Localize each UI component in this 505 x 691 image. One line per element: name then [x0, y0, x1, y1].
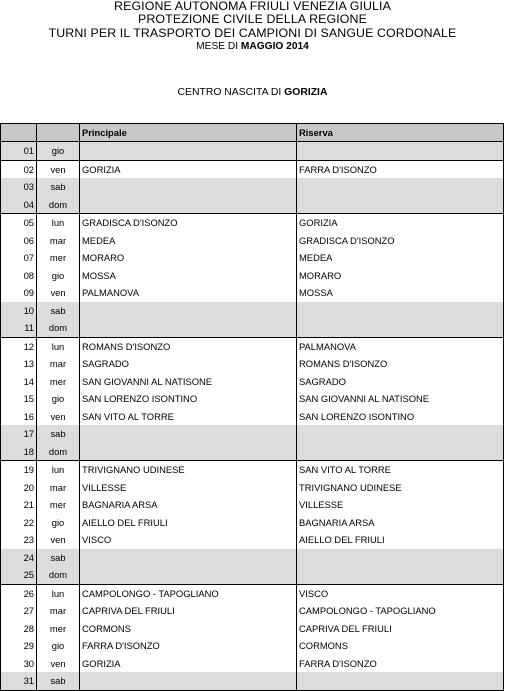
table-header-row: [1, 124, 504, 142]
riserva-cell: MOSSA: [297, 284, 504, 302]
table-row: [1, 566, 504, 584]
col-header-weekday: [37, 124, 80, 142]
principale-cell: [80, 142, 297, 161]
day-number-cell: 31: [1, 672, 37, 690]
principale-cell: [80, 319, 297, 337]
weekday-cell: gio: [37, 390, 80, 408]
table-row: [1, 479, 504, 497]
weekday-cell: gio: [37, 514, 80, 532]
principale-cell: MEDEA: [80, 232, 297, 250]
table-row: [1, 178, 504, 196]
table-row: [1, 355, 504, 373]
day-number-cell: 26: [1, 584, 37, 602]
riserva-cell: AIELLO DEL FRIULI: [297, 531, 504, 549]
principale-cell: TRIVIGNANO UDINESE: [80, 461, 297, 479]
day-number-cell: 01: [1, 142, 37, 161]
weekday-cell: mar: [37, 232, 80, 250]
principale-cell: CORMONS: [80, 620, 297, 638]
principale-cell: BAGNARIA ARSA: [80, 496, 297, 514]
weekday-cell: gio: [37, 637, 80, 655]
weekday-cell: lun: [37, 461, 80, 479]
birth-center-prefix: CENTRO NASCITA DI: [177, 87, 285, 98]
riserva-cell: FARRA D'ISONZO: [297, 160, 504, 178]
document-title: TURNI PER IL TRASPORTO DEI CAMPIONI DI SANGUE CORDONALE: [48, 26, 457, 40]
riserva-cell: PALMANOVA: [297, 337, 504, 355]
day-number-cell: 05: [1, 214, 37, 232]
principale-cell: [80, 549, 297, 567]
riserva-cell: SAN VITO AL TORRE: [297, 461, 504, 479]
weekday-cell: mer: [37, 249, 80, 267]
table-row: [1, 514, 504, 532]
table-row: [1, 319, 504, 337]
weekday-cell: lun: [37, 214, 80, 232]
col-header-principale: Principale: [80, 124, 297, 142]
principale-cell: [80, 672, 297, 690]
day-number-cell: 06: [1, 232, 37, 250]
day-number-cell: 09: [1, 284, 37, 302]
table-row: [1, 602, 504, 620]
schedule-table: [0, 123, 504, 691]
principale-cell: [80, 425, 297, 443]
table-row: [1, 214, 504, 232]
table-row: [1, 655, 504, 673]
col-header-riserva: Riserva: [297, 124, 504, 142]
principale-cell: VISCO: [80, 531, 297, 549]
table-row: [1, 232, 504, 250]
riserva-cell: [297, 549, 504, 567]
principale-cell: PALMANOVA: [80, 284, 297, 302]
day-number-cell: 13: [1, 355, 37, 373]
principale-cell: AIELLO DEL FRIULI: [80, 514, 297, 532]
principale-cell: [80, 196, 297, 214]
riserva-cell: [297, 672, 504, 690]
day-number-cell: 03: [1, 178, 37, 196]
riserva-cell: CORMONS: [297, 637, 504, 655]
riserva-cell: [297, 302, 504, 320]
principale-cell: [80, 566, 297, 584]
principale-cell: GRADISCA D'ISONZO: [80, 214, 297, 232]
weekday-cell: mar: [37, 602, 80, 620]
riserva-cell: [297, 443, 504, 461]
weekday-cell: mer: [37, 496, 80, 514]
weekday-cell: mar: [37, 479, 80, 497]
table-row: [1, 284, 504, 302]
table-row: [1, 337, 504, 355]
day-number-cell: 22: [1, 514, 37, 532]
principale-cell: SAN VITO AL TORRE: [80, 408, 297, 426]
principale-cell: SAN LORENZO ISONTINO: [80, 390, 297, 408]
day-number-cell: 25: [1, 566, 37, 584]
table-row: [1, 531, 504, 549]
riserva-cell: SAN LORENZO ISONTINO: [297, 408, 504, 426]
riserva-cell: CAMPOLONGO - TAPOGLIANO: [297, 602, 504, 620]
riserva-cell: [297, 319, 504, 337]
riserva-cell: ROMANS D'ISONZO: [297, 355, 504, 373]
table-row: [1, 584, 504, 602]
day-number-cell: 16: [1, 408, 37, 426]
principale-cell: [80, 178, 297, 196]
table-row: [1, 408, 504, 426]
day-number-cell: 24: [1, 549, 37, 567]
table-row: [1, 267, 504, 285]
riserva-cell: [297, 142, 504, 161]
day-number-cell: 20: [1, 479, 37, 497]
riserva-cell: GRADISCA D'ISONZO: [297, 232, 504, 250]
principale-cell: GORIZIA: [80, 160, 297, 178]
col-header-day-number: [1, 124, 37, 142]
riserva-cell: [297, 178, 504, 196]
month-line: [0, 41, 505, 53]
table-row: [1, 160, 504, 178]
riserva-cell: VILLESSE: [297, 496, 504, 514]
schedule-rows: [1, 142, 504, 691]
principale-cell: MOSSA: [80, 267, 297, 285]
day-number-cell: 15: [1, 390, 37, 408]
day-number-cell: 12: [1, 337, 37, 355]
riserva-cell: [297, 196, 504, 214]
table-row: [1, 461, 504, 479]
table-row: [1, 196, 504, 214]
birth-center-line: [0, 87, 505, 98]
weekday-cell: sab: [37, 549, 80, 567]
day-number-cell: 11: [1, 319, 37, 337]
weekday-cell: sab: [37, 672, 80, 690]
day-number-cell: 19: [1, 461, 37, 479]
day-number-cell: 02: [1, 160, 37, 178]
riserva-cell: CAPRIVA DEL FRIULI: [297, 620, 504, 638]
day-number-cell: 04: [1, 196, 37, 214]
riserva-cell: MEDEA: [297, 249, 504, 267]
riserva-cell: VISCO: [297, 584, 504, 602]
table-row: [1, 302, 504, 320]
riserva-cell: [297, 425, 504, 443]
month-prefix: MESE DI: [196, 41, 241, 52]
table-row: [1, 672, 504, 690]
day-number-cell: 30: [1, 655, 37, 673]
weekday-cell: dom: [37, 566, 80, 584]
table-row: [1, 249, 504, 267]
principale-cell: [80, 302, 297, 320]
weekday-cell: ven: [37, 531, 80, 549]
month-value: MAGGIO 2014: [240, 41, 309, 52]
table-row: [1, 142, 504, 161]
principale-cell: GORIZIA: [80, 655, 297, 673]
day-number-cell: 08: [1, 267, 37, 285]
weekday-cell: gio: [37, 267, 80, 285]
weekday-cell: dom: [37, 196, 80, 214]
weekday-cell: ven: [37, 160, 80, 178]
table-row: [1, 620, 504, 638]
principale-cell: CAPRIVA DEL FRIULI: [80, 602, 297, 620]
table-row: [1, 496, 504, 514]
weekday-cell: mar: [37, 355, 80, 373]
riserva-cell: TRIVIGNANO UDINESE: [297, 479, 504, 497]
day-number-cell: 10: [1, 302, 37, 320]
riserva-cell: SAGRADO: [297, 373, 504, 391]
table-row: [1, 637, 504, 655]
weekday-cell: lun: [37, 584, 80, 602]
principale-cell: CAMPOLONGO - TAPOGLIANO: [80, 584, 297, 602]
weekday-cell: gio: [37, 142, 80, 161]
riserva-cell: MORARO: [297, 267, 504, 285]
weekday-cell: dom: [37, 443, 80, 461]
weekday-cell: ven: [37, 408, 80, 426]
day-number-cell: 07: [1, 249, 37, 267]
weekday-cell: ven: [37, 284, 80, 302]
weekday-cell: ven: [37, 655, 80, 673]
weekday-cell: lun: [37, 337, 80, 355]
table-row: [1, 390, 504, 408]
birth-center-value: GORIZIA: [284, 87, 328, 98]
day-number-cell: 29: [1, 637, 37, 655]
table-row: [1, 549, 504, 567]
weekday-cell: sab: [37, 425, 80, 443]
principale-cell: SAGRADO: [80, 355, 297, 373]
day-number-cell: 21: [1, 496, 37, 514]
agency-title: PROTEZIONE CIVILE DELLA REGIONE: [138, 12, 367, 26]
day-number-cell: 14: [1, 373, 37, 391]
day-number-cell: 27: [1, 602, 37, 620]
principale-cell: MORARO: [80, 249, 297, 267]
principale-cell: SAN GIOVANNI AL NATISONE: [80, 373, 297, 391]
day-number-cell: 17: [1, 425, 37, 443]
weekday-cell: dom: [37, 319, 80, 337]
weekday-cell: mer: [37, 620, 80, 638]
principale-cell: VILLESSE: [80, 479, 297, 497]
table-row: [1, 373, 504, 391]
region-title: REGIONE AUTONOMA FRIULI VENEZIA GIULIA: [114, 0, 391, 13]
riserva-cell: GORIZIA: [297, 214, 504, 232]
principale-cell: ROMANS D'ISONZO: [80, 337, 297, 355]
day-number-cell: 28: [1, 620, 37, 638]
weekday-cell: sab: [37, 302, 80, 320]
weekday-cell: sab: [37, 178, 80, 196]
riserva-cell: [297, 566, 504, 584]
table-row: [1, 443, 504, 461]
principale-cell: [80, 443, 297, 461]
riserva-cell: FARRA D'ISONZO: [297, 655, 504, 673]
riserva-cell: BAGNARIA ARSA: [297, 514, 504, 532]
day-number-cell: 18: [1, 443, 37, 461]
principale-cell: FARRA D'ISONZO: [80, 637, 297, 655]
riserva-cell: SAN GIOVANNI AL NATISONE: [297, 390, 504, 408]
weekday-cell: mer: [37, 373, 80, 391]
table-row: [1, 425, 504, 443]
day-number-cell: 23: [1, 531, 37, 549]
